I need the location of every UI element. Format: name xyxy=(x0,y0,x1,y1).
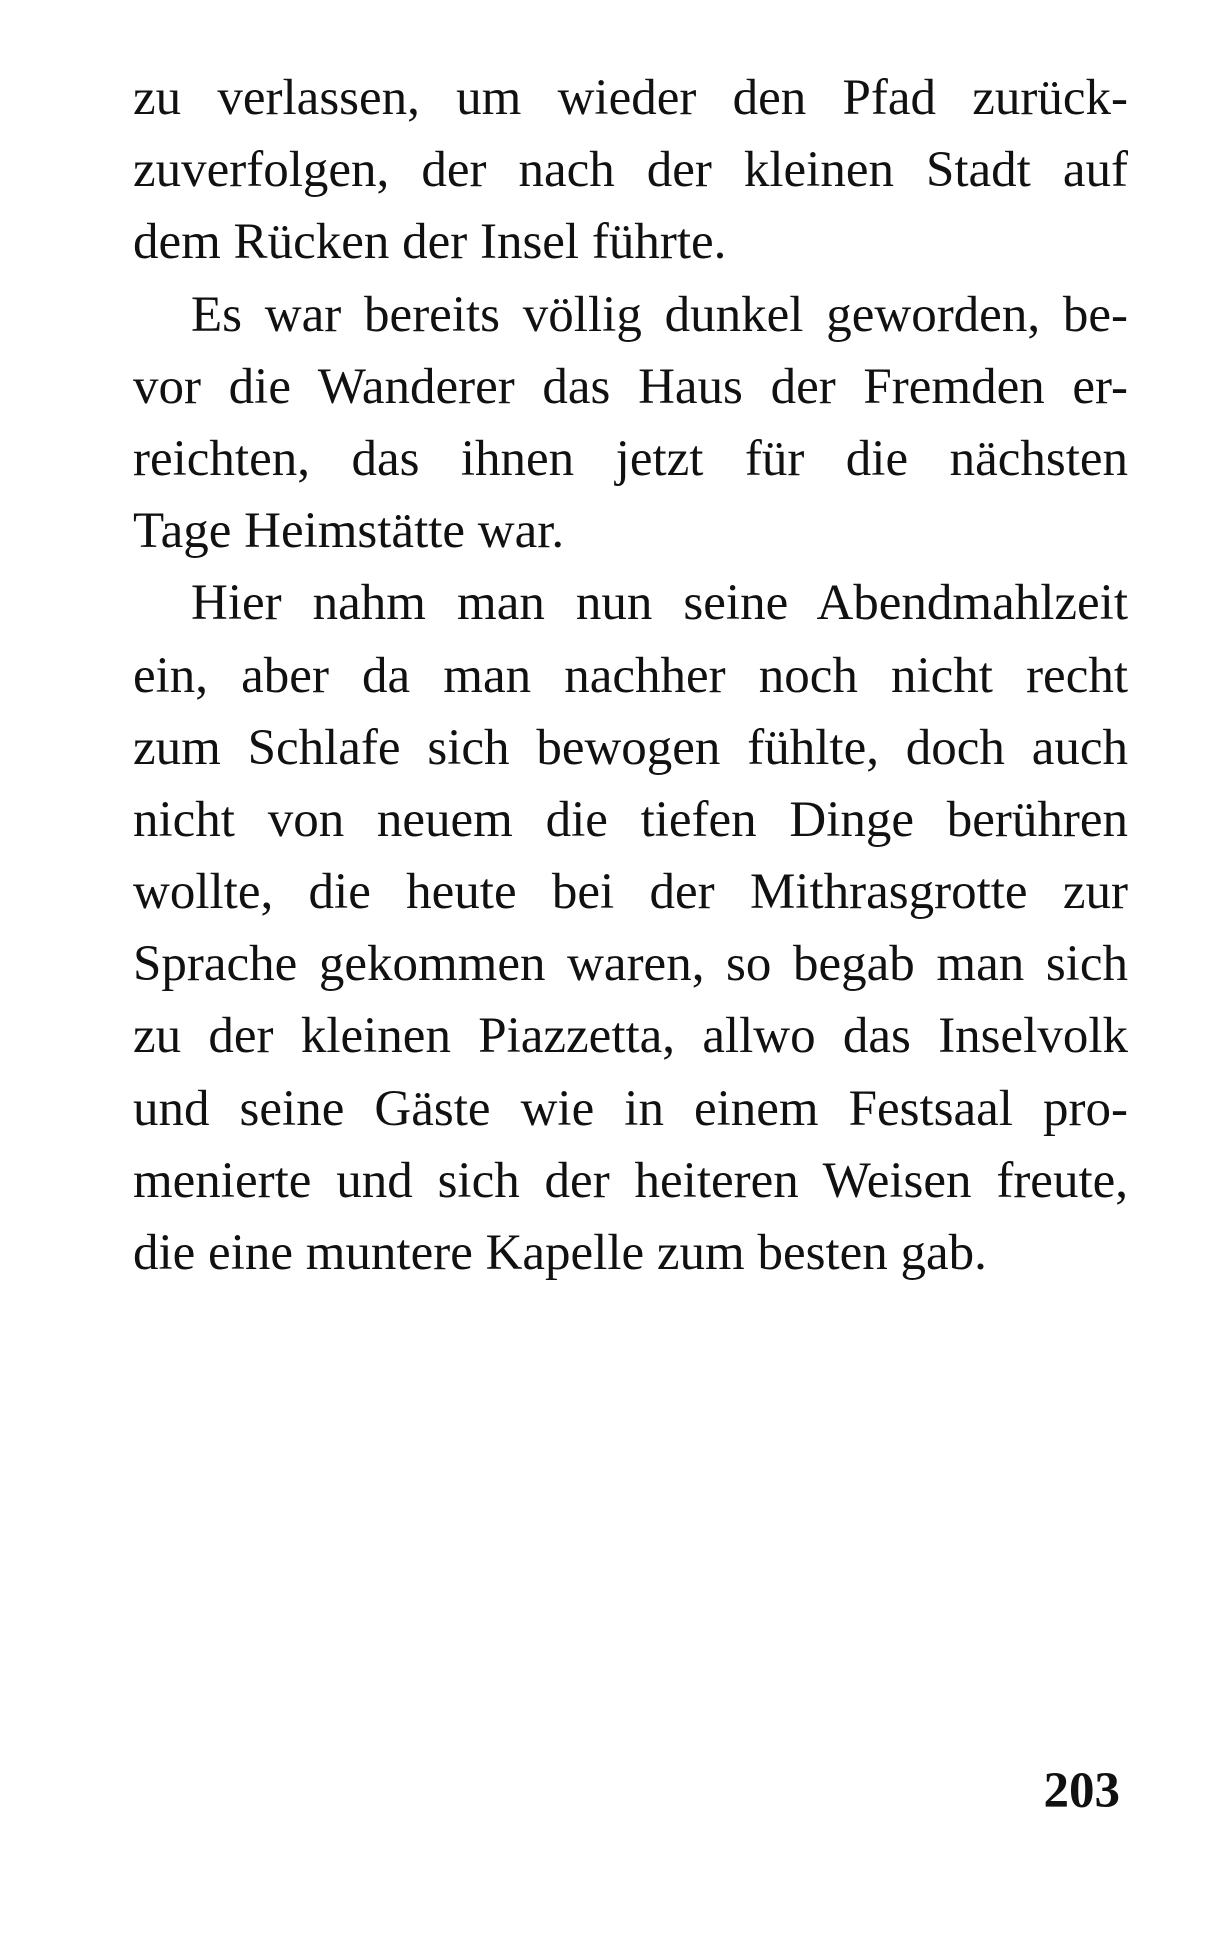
text-line: nicht von neuem die tiefen Dinge berühren xyxy=(133,791,1128,848)
text-line: zu verlassen, um wieder den Pfad zurück- xyxy=(133,70,1128,126)
text-line: vor die Wanderer das Haus der Fremden er- xyxy=(133,358,1128,415)
text-line: Hier nahm man nun seine Abendmahlzeit xyxy=(191,575,1128,632)
text-line: menierte und sich der heiteren Weisen freute, xyxy=(133,1152,1128,1209)
paragraph-1 xyxy=(133,62,1128,279)
text-line: wollte, die heute bei der Mithrasgrotte zur xyxy=(133,864,1128,921)
text-line: reichten, das ihnen jetzt für die nächsten xyxy=(133,430,1128,487)
paragraph-2 xyxy=(133,279,1128,568)
text-line: Tage Heimstätte war. xyxy=(133,503,565,560)
text-line: und seine Gäste wie in einem Festsaal pro- xyxy=(133,1080,1128,1137)
text-line: ein, aber da man nachher noch nicht recht xyxy=(133,647,1128,704)
text-line: Es war bereits völlig dunkel geworden, be- xyxy=(191,286,1128,343)
body-text xyxy=(133,62,1128,1289)
text-line: die eine muntere Kapelle zum besten gab. xyxy=(133,1225,987,1281)
text-line: zuverfolgen, der nach der kleinen Stadt auf xyxy=(133,142,1128,199)
text-line: zum Schlafe sich bewogen fühlte, doch auch xyxy=(133,719,1128,776)
text-line: dem Rücken der Insel führte. xyxy=(133,214,727,271)
page-number: 203 xyxy=(1043,1763,1120,1819)
text-line: zu der kleinen Piazzetta, allwo das Inselvolk xyxy=(133,1008,1128,1065)
text-line: Sprache gekommen waren, so begab man sich xyxy=(133,936,1128,993)
paragraph-3 xyxy=(133,567,1128,1289)
